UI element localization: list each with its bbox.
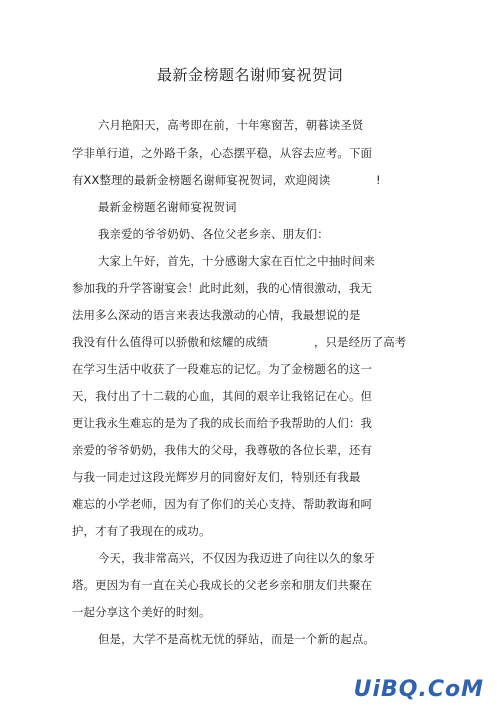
body-text-line: ，只是经历了高考 bbox=[314, 335, 407, 349]
body-text-line: 我亲爱的爷爷奶奶、各位父老乡亲、朋友们： bbox=[98, 227, 329, 241]
body-text-line: 六月艳阳天，高考即在前，十年寒窗苦，朝暮读圣贤 bbox=[98, 118, 364, 132]
body-text-line: 亲爱的爷爷奶奶，我伟大的父母，我尊敬的各位长辈，还有 bbox=[72, 443, 373, 457]
body-text-line: 法用多么深动的语言来表达我激动的心情，我最想说的是 bbox=[72, 308, 361, 322]
body-text-line: 更让我永生难忘的是为了我的成长而给予我帮助的人们：我 bbox=[72, 416, 373, 430]
body-text-line: 一起分享这个美好的时刻。 bbox=[72, 605, 211, 619]
body-text-line: 难忘的小学老师，因为有了你们的关心支持、帮助教诲和呵 bbox=[72, 497, 373, 511]
body-text-line: 今天，我非常高兴，不仅因为我迈进了向往以久的象牙 bbox=[98, 551, 375, 565]
site-watermark: UiBQ.CoM bbox=[353, 677, 484, 702]
body-text-line: 但是，大学不是高枕无忧的驿站，而是一个新的起点。 bbox=[98, 632, 375, 646]
body-text-line: 我没有什么值得可以骄傲和炫耀的成绩 bbox=[72, 335, 269, 349]
body-text-line: 大家上午好，首先，十分感谢大家在百忙之中抽时间来 bbox=[98, 254, 375, 268]
document-title: 最新金榜题名谢师宴祝贺词 bbox=[156, 66, 343, 84]
body-text-line: 最新金榜题名谢师宴祝贺词 bbox=[98, 200, 237, 214]
body-text-line: 在学习生活中收获了一段难忘的记忆。为了金榜题名的这一 bbox=[72, 362, 373, 376]
body-text-line: 有XX整理的最新金榜题名谢师宴祝贺词，欢迎阅读 bbox=[72, 173, 331, 187]
body-text-line: 天，我付出了十二载的心血，其间的艰辛让我铭记在心。但 bbox=[72, 389, 373, 403]
body-text-line: 学非单行道，之外路千条，心态摆平稳，从容去应考。下面 bbox=[72, 146, 373, 160]
body-text-line: 塔。更因为有一直在关心我成长的父老乡亲和朋友们共聚在 bbox=[72, 578, 373, 592]
body-text-line: 护，才有了我现在的成功。 bbox=[72, 524, 211, 538]
body-text-line: ! bbox=[376, 173, 381, 187]
body-text-line: 参加我的升学答谢宴会！此时此刻，我的心情很激动，我无 bbox=[72, 281, 373, 295]
body-text-line: 与我一同走过这段光辉岁月的同窗好友们，特别还有我最 bbox=[72, 470, 361, 484]
